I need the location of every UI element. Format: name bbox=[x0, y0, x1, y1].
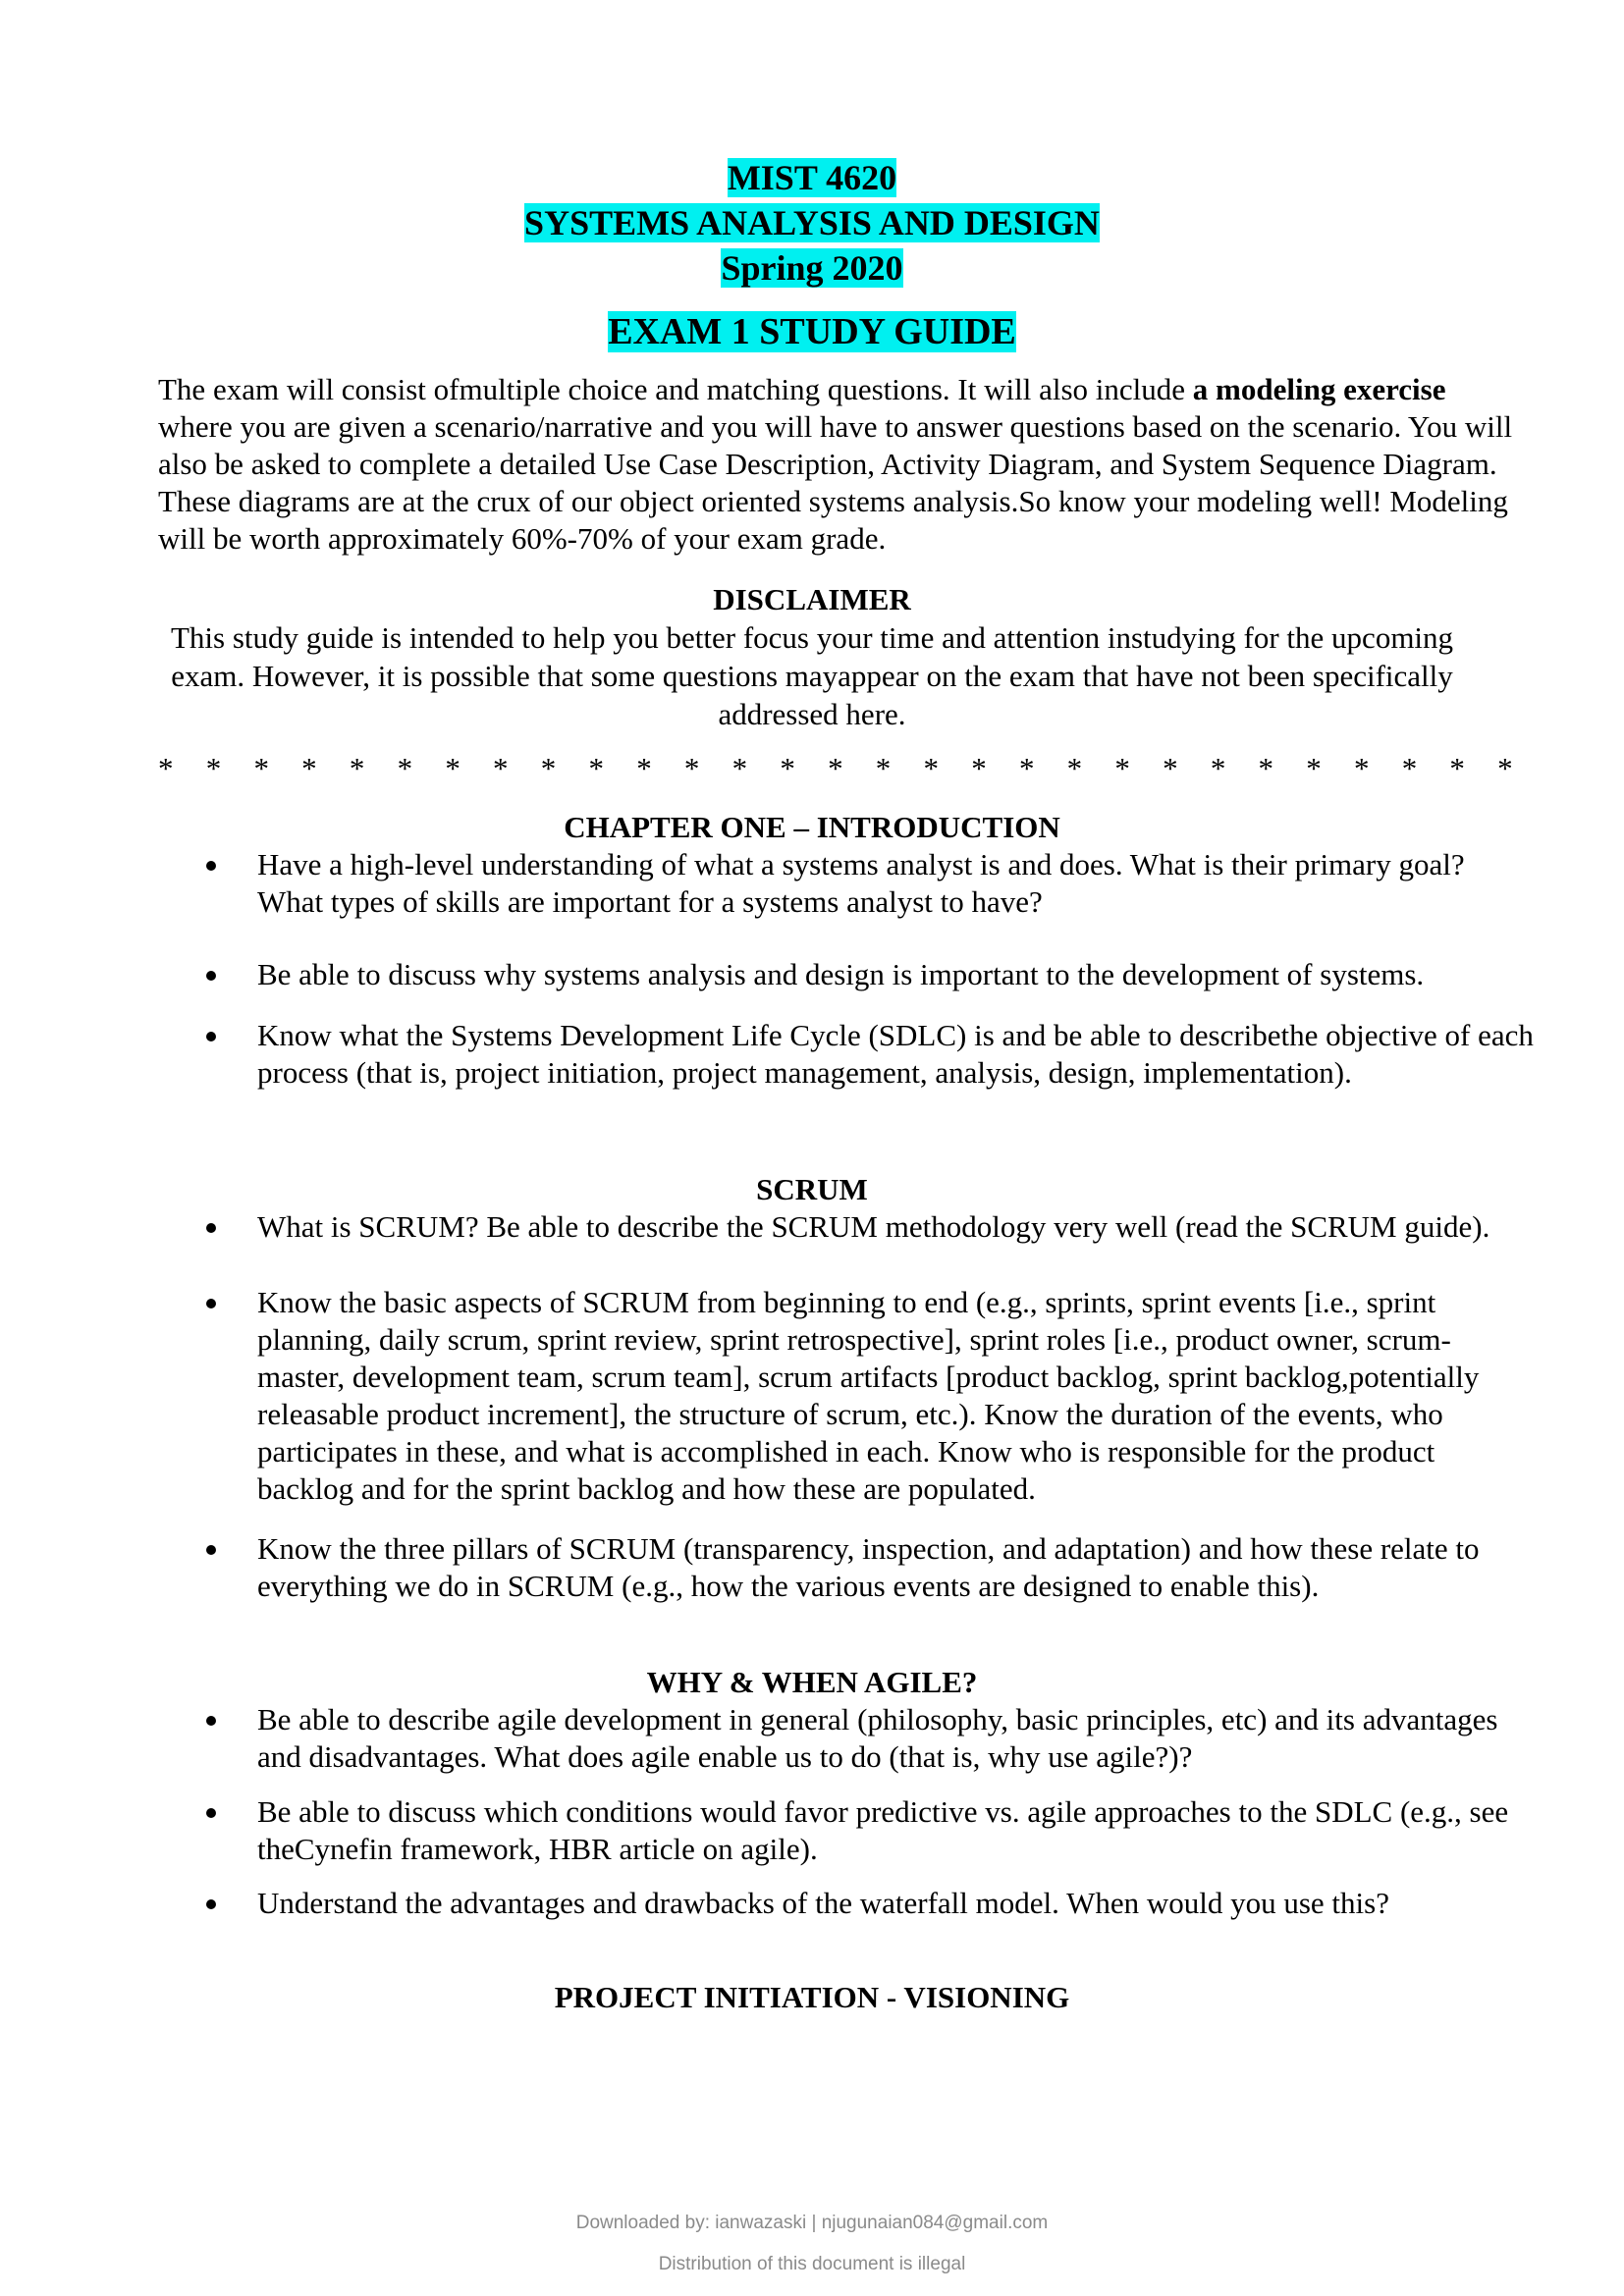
separator-star: * bbox=[493, 751, 509, 785]
title-block bbox=[0, 155, 1624, 291]
separator-star: * bbox=[301, 751, 317, 785]
section-heading-scrum: SCRUM bbox=[756, 1172, 868, 1206]
separator-star: * bbox=[1018, 751, 1035, 785]
separator-star: * bbox=[540, 751, 557, 785]
separator-star: * bbox=[780, 751, 795, 785]
star-separator bbox=[158, 750, 1513, 787]
separator-star: * bbox=[1258, 751, 1274, 785]
separator-star: * bbox=[1353, 751, 1370, 785]
bullet-dot bbox=[206, 1299, 216, 1308]
course-title: SYSTEMS ANALYSIS AND DESIGN bbox=[524, 203, 1100, 242]
separator-star: * bbox=[205, 751, 222, 785]
course-code: MIST 4620 bbox=[727, 158, 897, 197]
bullet-text: Know the basic aspects of SCRUM from beginning to end (e.g., sprints, sprint events [i.e., sprint planning, daily scrum, sprint review, sprint retrospective], sprint roles [i.e., product owner, scrum-master, development team, scrum team], scrum artifacts [product backlog, sprint backlog,potentially releasable product increment], the structure of scrum, etc.). Know the duration of the events, who participates in these, and what is accomplished in each. Know who is responsible for the product backlog and for the sprint backlog and how these are populated. bbox=[257, 1285, 1480, 1506]
separator-star: * bbox=[875, 751, 892, 785]
separator-star: * bbox=[253, 751, 269, 785]
bullet-dot bbox=[206, 1899, 216, 1909]
bullet-dot bbox=[206, 971, 216, 981]
separator-star: * bbox=[971, 751, 987, 785]
term: Spring 2020 bbox=[721, 248, 903, 288]
exam-title-text: EXAM 1 STUDY GUIDE bbox=[608, 311, 1016, 352]
intro-part-2: where you are given a scenario/narrative and you will have to answer questions based on the scenario. You will also be asked to complete a detailed Use Case Description, Activity Diagram, and System Sequence Diagram. These diagrams are at the crux of our object oriented systems analysis.So know your modeling well! Modeling will be worth approximately 60%-70% of your exam grade. bbox=[158, 409, 1513, 556]
bullet-text: Have a high-level understanding of what a systems analyst is and does. What is their primary goal? What types of skills are important for a systems analyst to have? bbox=[257, 847, 1465, 919]
separator-star: * bbox=[1449, 751, 1465, 785]
bullet-text: What is SCRUM? Be able to describe the SCRUM methodology very well (read the SCRUM guide). bbox=[257, 1209, 1490, 1244]
disclaimer-heading: DISCLAIMER bbox=[713, 582, 911, 616]
separator-star: * bbox=[397, 751, 413, 785]
bullet-dot bbox=[206, 861, 216, 871]
separator-star: * bbox=[828, 751, 843, 785]
exam-title bbox=[0, 308, 1624, 355]
separator-star: * bbox=[1497, 751, 1513, 785]
section-heading-project-initiation: PROJECT INITIATION - VISIONING bbox=[554, 1980, 1070, 2014]
separator-star: * bbox=[1163, 751, 1178, 785]
separator-star: * bbox=[636, 751, 652, 785]
separator-star: * bbox=[1306, 751, 1322, 785]
bullet-text: Be able to discuss which conditions would favor predictive vs. agile approaches to the SDLC (e.g., see theCynefin framework, HBR article on agile). bbox=[257, 1794, 1509, 1866]
bullet-dot bbox=[206, 1223, 216, 1233]
separator-star: * bbox=[445, 751, 460, 785]
intro-bold: a modeling exercise bbox=[1192, 372, 1446, 406]
intro-paragraph bbox=[158, 371, 1523, 558]
bullet-text: Know what the Systems Development Life Cycle (SDLC) is and be able to describethe objective of each process (that is, project initiation, project management, analysis, design, implementation). bbox=[257, 1018, 1534, 1090]
bullet-dot bbox=[206, 1032, 216, 1041]
separator-star: * bbox=[731, 751, 748, 785]
bullet-text: Be able to discuss why systems analysis and design is important to the development of systems. bbox=[257, 957, 1425, 991]
separator-star: * bbox=[923, 751, 939, 785]
separator-star: * bbox=[588, 751, 604, 785]
separator-star: * bbox=[1401, 751, 1418, 785]
intro-part-1: The exam will consist ofmultiple choice and matching questions. It will also include bbox=[158, 372, 1193, 406]
section-heading-chapter-one: CHAPTER ONE – INTRODUCTION bbox=[564, 810, 1060, 844]
footer-distribution: Distribution of this document is illegal bbox=[658, 2254, 966, 2274]
disclaimer-body: This study guide is intended to help you better focus your time and attention instudying for the upcoming exam. However, it is possible that some questions mayappear on the exam that have not been specifically addressed here. bbox=[170, 620, 1454, 731]
separator-star: * bbox=[1066, 751, 1083, 785]
separator-star: * bbox=[349, 751, 365, 785]
separator-star: * bbox=[1114, 751, 1130, 785]
bullet-text: Understand the advantages and drawbacks of the waterfall model. When would you use this? bbox=[257, 1886, 1389, 1920]
bullet-dot bbox=[206, 1545, 216, 1555]
separator-star: * bbox=[158, 751, 174, 785]
separator-star: * bbox=[683, 751, 700, 785]
section-heading-agile: WHY & WHEN AGILE? bbox=[646, 1665, 978, 1699]
bullet-dot bbox=[206, 1808, 216, 1818]
separator-star: * bbox=[1210, 751, 1226, 785]
bullet-dot bbox=[206, 1716, 216, 1726]
bullet-text: Be able to describe agile development in general (philosophy, basic principles, etc) and its advantages and disadvantages. What does agile enable us to do (that is, why use agile?)? bbox=[257, 1702, 1498, 1774]
footer-downloaded: Downloaded by: ianwazaski | njugunaian084@gmail.com bbox=[575, 2213, 1049, 2233]
bullet-text: Know the three pillars of SCRUM (transparency, inspection, and adaptation) and how these relate to everything we do in SCRUM (e.g., how the various events are designed to enable this). bbox=[257, 1531, 1480, 1603]
